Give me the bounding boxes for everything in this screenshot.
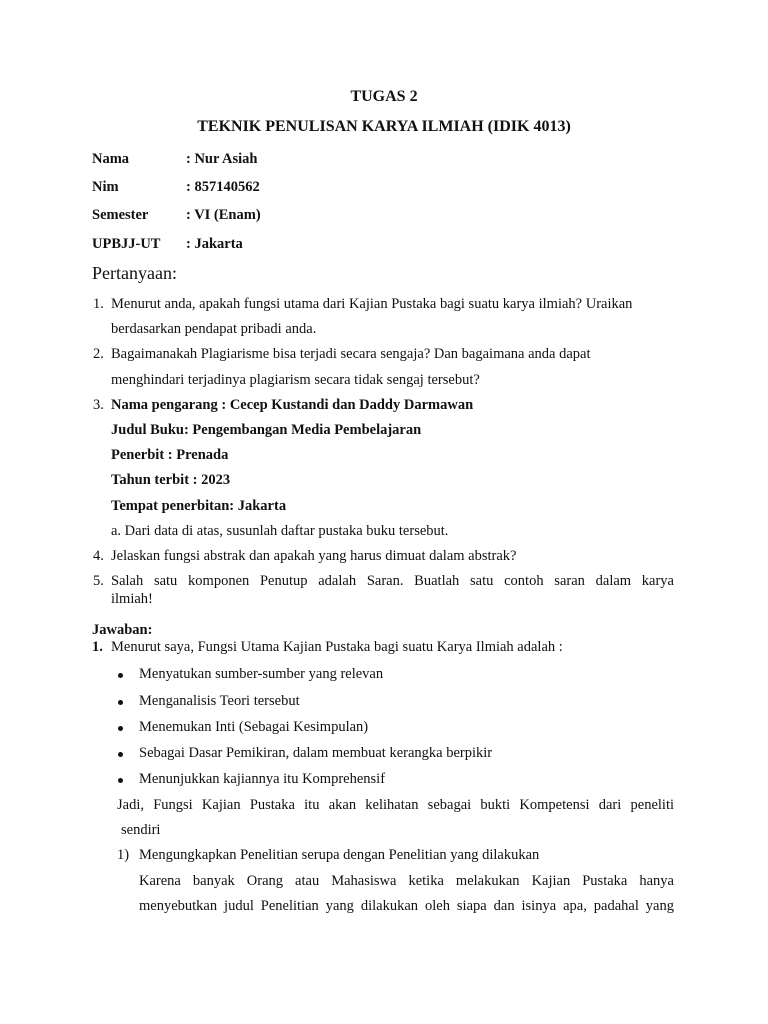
upbjj-value: : Jakarta	[186, 236, 243, 252]
questions-heading: Pertanyaan:	[92, 263, 177, 283]
question-sub-a: a. Dari data di atas, susunlah daftar pustaka buku tersebut.	[111, 523, 449, 539]
answer-conclusion: sendiri	[121, 822, 161, 838]
book-place: Tempat penerbitan: Jakarta	[111, 498, 287, 514]
point-text: menyebutkan judul Penelitian yang dilakukan oleh siapa dan isinya apa, padahal yang	[139, 898, 674, 914]
answer-conclusion: Jadi, Fungsi Kajian Pustaka itu akan kelihatan sebagai bukti Kompetensi dari peneliti	[117, 797, 674, 813]
bullet-icon	[118, 778, 123, 783]
upbjj-label: UPBJJ-UT	[92, 236, 161, 252]
nim-value: : 857140562	[186, 179, 260, 195]
list-item: Menemukan Inti (Sebagai Kesimpulan)	[139, 719, 369, 735]
name-value: : Nur Asiah	[186, 151, 258, 167]
question-text: Salah satu komponen Penutup adalah Saran. Buatlah satu contoh saran dalam karya	[111, 573, 674, 589]
point-title: Mengungkapkan Penelitian serupa dengan Penelitian yang dilakukan	[139, 847, 540, 863]
list-item: Menyatukan sumber-sumber yang relevan	[139, 666, 384, 682]
book-year: Tahun terbit : 2023	[111, 472, 231, 488]
list-item: Menunjukkan kajiannya itu Komprehensif	[139, 771, 386, 787]
bullet-icon	[118, 673, 123, 678]
question-text: Menurut anda, apakah fungsi utama dari Kajian Pustaka bagi suatu karya ilmiah? Uraikan	[111, 296, 633, 312]
book-title: Judul Buku: Pengembangan Media Pembelajaran	[111, 422, 422, 438]
document-subtitle: TEKNIK PENULISAN KARYA ILMIAH (IDIK 4013)	[197, 118, 571, 135]
list-item: Menganalisis Teori tersebut	[139, 693, 300, 709]
name-label: Nama	[92, 151, 130, 167]
semester-label: Semester	[92, 207, 149, 223]
nim-label: Nim	[92, 179, 119, 195]
question-number: 2.	[93, 346, 104, 362]
answers-heading: Jawaban:	[92, 622, 153, 638]
document-title: TUGAS 2	[350, 88, 418, 105]
question-text: menghindari terjadinya plagiarism secara tidak sengaj tersebut?	[111, 372, 480, 388]
answer-number: 1.	[92, 639, 103, 655]
question-number: 5.	[93, 573, 104, 589]
question-number: 1.	[93, 296, 104, 312]
question-text: ilmiah!	[111, 591, 153, 607]
point-text: Karena banyak Orang atau Mahasiswa ketika melakukan Kajian Pustaka hanya	[139, 873, 674, 889]
question-text: Jelaskan fungsi abstrak dan apakah yang harus dimuat dalam abstrak?	[111, 548, 517, 564]
bullet-icon	[118, 752, 123, 757]
book-publisher: Penerbit : Prenada	[111, 447, 229, 463]
point-number: 1)	[117, 847, 130, 863]
bullet-icon	[118, 726, 123, 731]
question-text: berdasarkan pendapat pribadi anda.	[111, 321, 317, 337]
semester-value: : VI (Enam)	[186, 207, 261, 223]
bullet-icon	[118, 700, 123, 705]
book-author: Nama pengarang : Cecep Kustandi dan Daddy Darmawan	[111, 397, 474, 413]
question-number: 3.	[93, 397, 104, 413]
question-number: 4.	[93, 548, 104, 564]
answer-intro: Menurut saya, Fungsi Utama Kajian Pustaka bagi suatu Karya Ilmiah adalah :	[111, 639, 563, 655]
list-item: Sebagai Dasar Pemikiran, dalam membuat kerangka berpikir	[139, 745, 493, 761]
question-text: Bagaimanakah Plagiarisme bisa terjadi secara sengaja? Dan bagaimana anda dapat	[111, 346, 591, 362]
